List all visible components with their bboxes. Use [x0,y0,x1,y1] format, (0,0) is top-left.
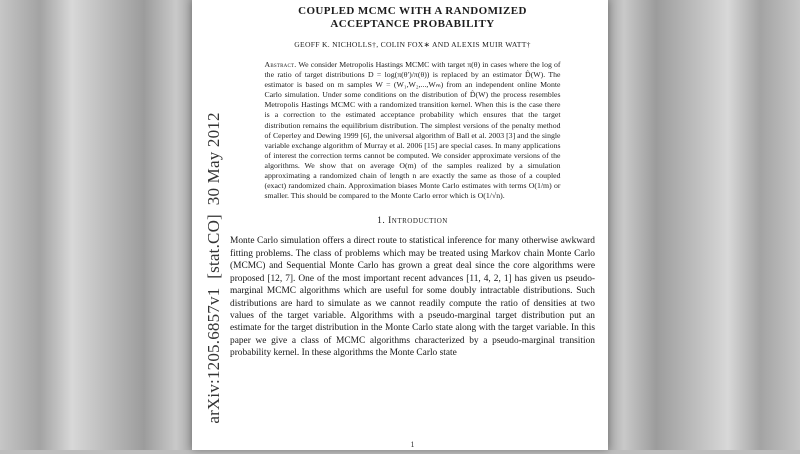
paper-page [192,0,608,450]
abstract-label: Abstract. [264,60,297,69]
page-number: 1 [410,440,415,449]
paper-authors: GEOFF K. NICHOLLS†, COLIN FOX∗ AND ALEXIS MUIR WATT† [294,40,531,49]
arxiv-watermark: arXiv:1205.6857v1 [stat.CO] 30 May 2012 [204,112,223,424]
page-content [230,0,595,450]
paper-title-line2: ACCEPTANCE PROBABILITY [330,18,495,30]
section-heading-introduction: 1. Introduction [377,216,448,227]
paper-title-line1: COUPLED MCMC WITH A RANDOMIZED [298,5,527,17]
abstract-text: We consider Metropolis Hastings MCMC with target π(θ) in cases where the log of the ratio of target distributions D = log(π(θ′)/π(θ)) is replaced by an estimator D̂(W). The estimator is based on m samples W = (W₁,W₂,...,Wₘ) from an independent online Monte Carlo simulation. Under some conditions on the distribution of D̂(W) the process resembles Metropolis Hastings MCMC with a randomized transition kernel. When this is the case there is a correction to the estimated acceptance probability which ensures that the target distribution remains the equilibrium distribution. The simplest versions of the penalty method of Ceperley and Dewing 1999 [6], the universal algorithm of Ball et al. 2003 [3] and the single variable exchange algorithm of Murray et al. 2006 [15] are special cases. In many applications of interest the correction terms cannot be computed. We consider approximate versions of the algorithms. We show that on average O(m) of the samples realized by a simulation approximating a randomized chain of length n are exactly the same as those of a coupled (exact) randomized chain. Approximation biases Monte Carlo estimates with terms O(1/m) or smaller. This should be compared to the Monte Carlo error which is O(1/√n). [264,60,561,201]
intro-paragraph: Monte Carlo simulation offers a direct route to statistical inference for many otherwise awkward fitting problems. The class of problems which may be treated using Markov chain Monte Carlo (MCMC) and Sequential Monte Carlo has grown a great deal since the core algorithms were proposed [12, 7]. One of the most important recent advances [11, 4, 2, 1] has given us pseudo-marginal MCMC algorithms which are useful for some doubly intractable distributions. Such distributions are hard to simulate as we cannot readily compute the ratio of densities at two values of the target variable. Algorithms with a pseudo-marginal target distribution put an estimate for the target distribution in the Monte Carlo state along with the target variable. In this paper we give a class of MCMC algorithms characterized by a pseudo-marginal transition probability kernel. In these algorithms the Monte Carlo state [230,236,595,359]
paper-title [230,5,595,31]
paper-abstract [265,60,561,201]
